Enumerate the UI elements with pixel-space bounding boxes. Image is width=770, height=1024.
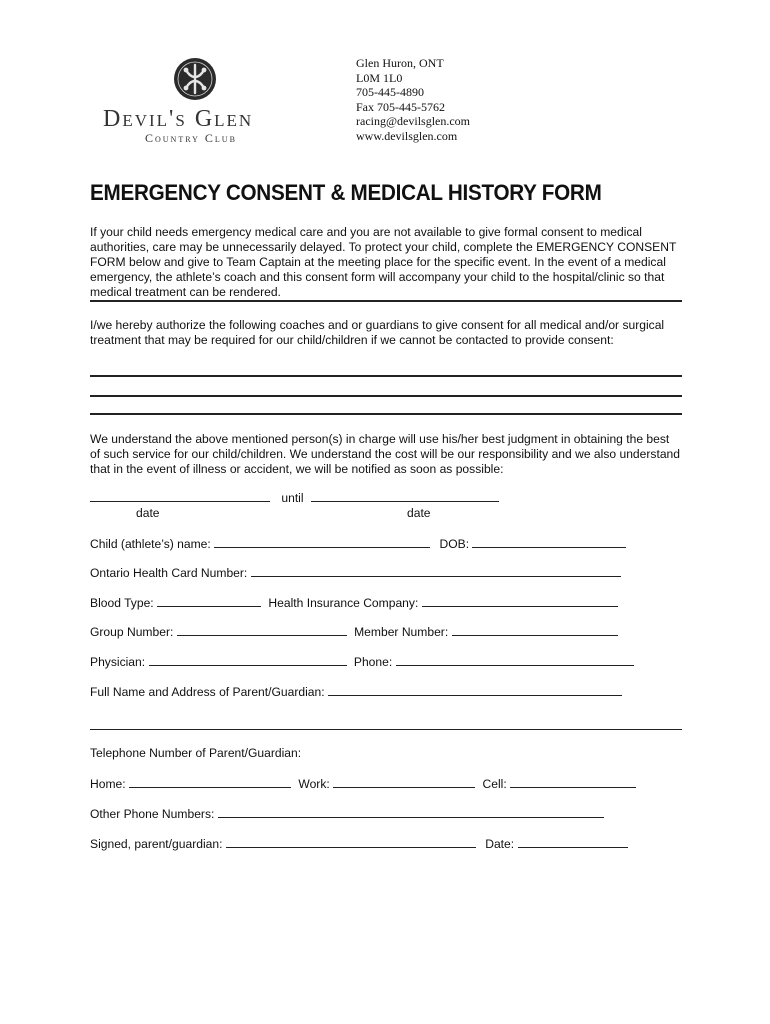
club-name: Devil's Glen <box>103 106 254 132</box>
group-number-label: Group Number: <box>90 625 174 639</box>
child-name-row <box>90 536 626 551</box>
dob-field[interactable] <box>472 536 626 548</box>
form-title: EMERGENCY CONSENT & MEDICAL HISTORY FORM <box>90 180 602 205</box>
authorize-paragraph: I/we hereby authorize the following coaches and or guardians to give consent for all medical and/or surgical treatment that may be required for our child/children if we cannot be contacted to provide consent: <box>90 318 665 347</box>
other-phones-field[interactable] <box>218 806 604 818</box>
phone-numbers-row <box>90 776 636 791</box>
physician-phone-field[interactable] <box>396 654 634 666</box>
work-phone-field[interactable] <box>333 776 475 788</box>
contact-email: racing@devilsglen.com <box>356 114 471 129</box>
contact-website: www.devilsglen.com <box>356 128 458 143</box>
date-caption-start: date <box>136 506 160 520</box>
dob-label: DOB: <box>439 537 470 551</box>
guardian-line-2[interactable] <box>90 395 682 397</box>
group-number-field[interactable] <box>177 624 347 636</box>
start-date-field[interactable] <box>90 490 270 502</box>
signature-date-label: Date: <box>485 837 515 851</box>
parent-address-field[interactable] <box>328 684 622 696</box>
guardian-line-1[interactable] <box>90 375 682 377</box>
club-subtitle: Country Club <box>145 131 237 145</box>
cell-label: Cell: <box>482 777 507 791</box>
contact-fax: Fax 705-445-5762 <box>356 99 445 114</box>
physician-phone-label: Phone: <box>353 655 393 669</box>
other-phones-row <box>90 806 604 821</box>
guardian-line-3[interactable] <box>90 413 682 415</box>
cell-phone-field[interactable] <box>510 776 636 788</box>
date-range-row <box>90 490 499 505</box>
health-card-row <box>90 565 621 580</box>
blood-insurance-row <box>90 595 618 610</box>
health-card-field[interactable] <box>251 565 621 577</box>
physician-row <box>90 654 634 669</box>
signature-date-field[interactable] <box>518 836 628 848</box>
parent-address-row <box>90 684 622 699</box>
club-logo-emblem <box>173 57 217 101</box>
parent-address-line-2[interactable] <box>90 729 682 730</box>
child-name-field[interactable] <box>214 536 430 548</box>
contact-postal: L0M 1L0 <box>356 70 403 85</box>
end-date-field[interactable] <box>311 490 499 502</box>
home-label: Home: <box>90 777 126 791</box>
parent-address-label: Full Name and Address of Parent/Guardian: <box>90 685 325 699</box>
signed-label: Signed, parent/guardian: <box>90 837 223 851</box>
contact-phone: 705-445-4890 <box>356 85 424 100</box>
physician-field[interactable] <box>149 654 347 666</box>
insurance-label: Health Insurance Company: <box>268 596 419 610</box>
intro-paragraph: If your child needs emergency medical care and you are not available to give formal consent to medical authorities, care may be unnecessarily delayed. To protect your child, complete the EMERGENCY CONSENT FORM below and give to Team Captain at the meeting place for the specific event. In the event of a medical emergency, the athlete’s coach and this consent form will accompany your child to the hospital/clinic so that medical treatment can be rendered. <box>90 225 677 299</box>
parent-telephone-heading: Telephone Number of Parent/Guardian: <box>90 746 302 760</box>
member-number-field[interactable] <box>452 624 618 636</box>
other-phones-label: Other Phone Numbers: <box>90 807 215 821</box>
blood-type-field[interactable] <box>157 595 261 607</box>
until-label: until <box>281 491 304 505</box>
member-number-label: Member Number: <box>354 625 449 639</box>
group-member-row <box>90 624 618 639</box>
date-caption-end: date <box>407 506 431 520</box>
work-label: Work: <box>298 777 330 791</box>
insurance-field[interactable] <box>422 595 618 607</box>
health-card-label: Ontario Health Card Number: <box>90 566 248 580</box>
physician-label: Physician: <box>90 655 146 669</box>
contact-block <box>356 56 470 144</box>
blood-type-label: Blood Type: <box>90 596 154 610</box>
home-phone-field[interactable] <box>129 776 291 788</box>
signature-row <box>90 836 628 851</box>
child-name-label: Child (athlete’s) name: <box>90 537 211 551</box>
contact-city: Glen Huron, ONT <box>356 56 444 70</box>
signature-field[interactable] <box>226 836 476 848</box>
section-divider <box>90 300 682 302</box>
understand-paragraph: We understand the above mentioned person(s) in charge will use his/her best judgment in obtaining the best of such service for our child/children. We understand the cost will be our responsibility and we also understand that in the event of illness or accident, we will be notified as soon as possible: <box>90 432 680 476</box>
